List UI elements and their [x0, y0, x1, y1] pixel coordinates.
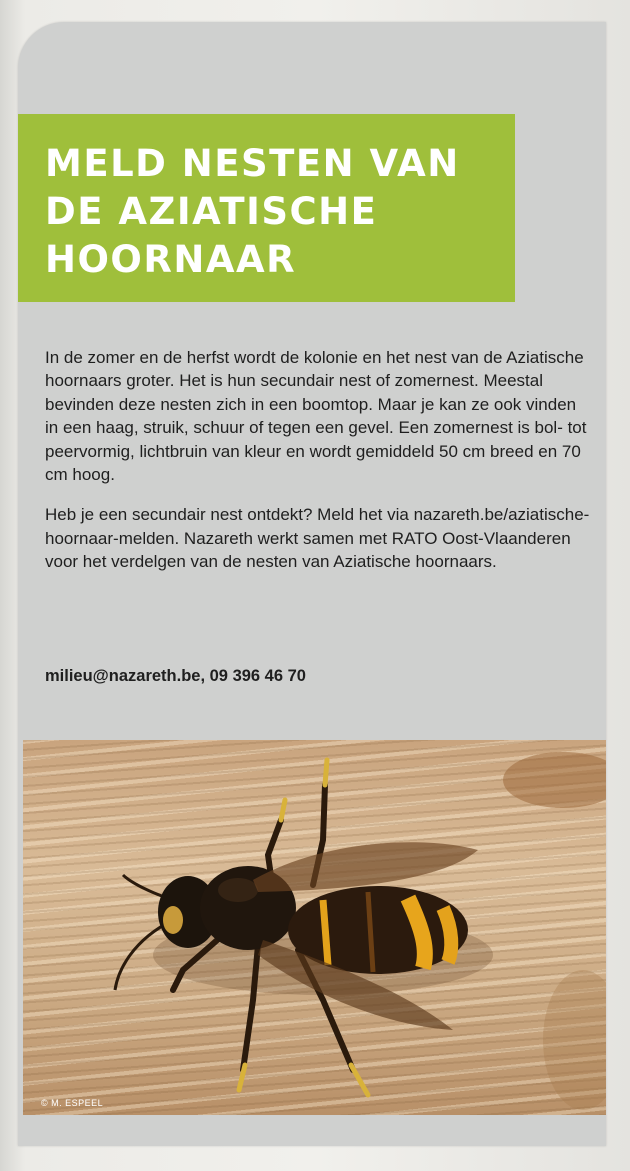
paragraph-summer-nest: In de zomer en de herfst wordt de kolonie en het nest van de Aziatische hoornaars groter. Het is hun secundair nest of zomernest. Meestal bevinden deze nesten zich in een boomtop. Maar je kan ze ook vinden in een haag, struik, schuur of tegen een gevel. Een zomernest is bol- tot peervormig, lichtbruin van kleur en wordt gemiddeld 50 cm breed en 70 cm hoog. [45, 348, 587, 485]
paragraph-report-nest: Heb je een secundair nest ontdekt? Meld het via nazareth.be/aziatische-hoornaar-melden. Nazareth werkt samen met RATO Oost-Vlaanderen voor het verdelgen van de nesten van Aziatische hoornaars. [45, 505, 590, 572]
body-text [45, 346, 590, 591]
info-card [18, 22, 606, 1146]
page-title: MELD NESTEN VAN DE AZIATISCHE HOORNAAR [45, 142, 460, 281]
photo-credit: © M. ESPEEL [41, 1098, 104, 1108]
hornet-photo [23, 740, 606, 1115]
title-band [18, 114, 515, 302]
contact-info: milieu@nazareth.be, 09 396 46 70 [45, 667, 306, 685]
hornet-illustration [23, 740, 606, 1115]
